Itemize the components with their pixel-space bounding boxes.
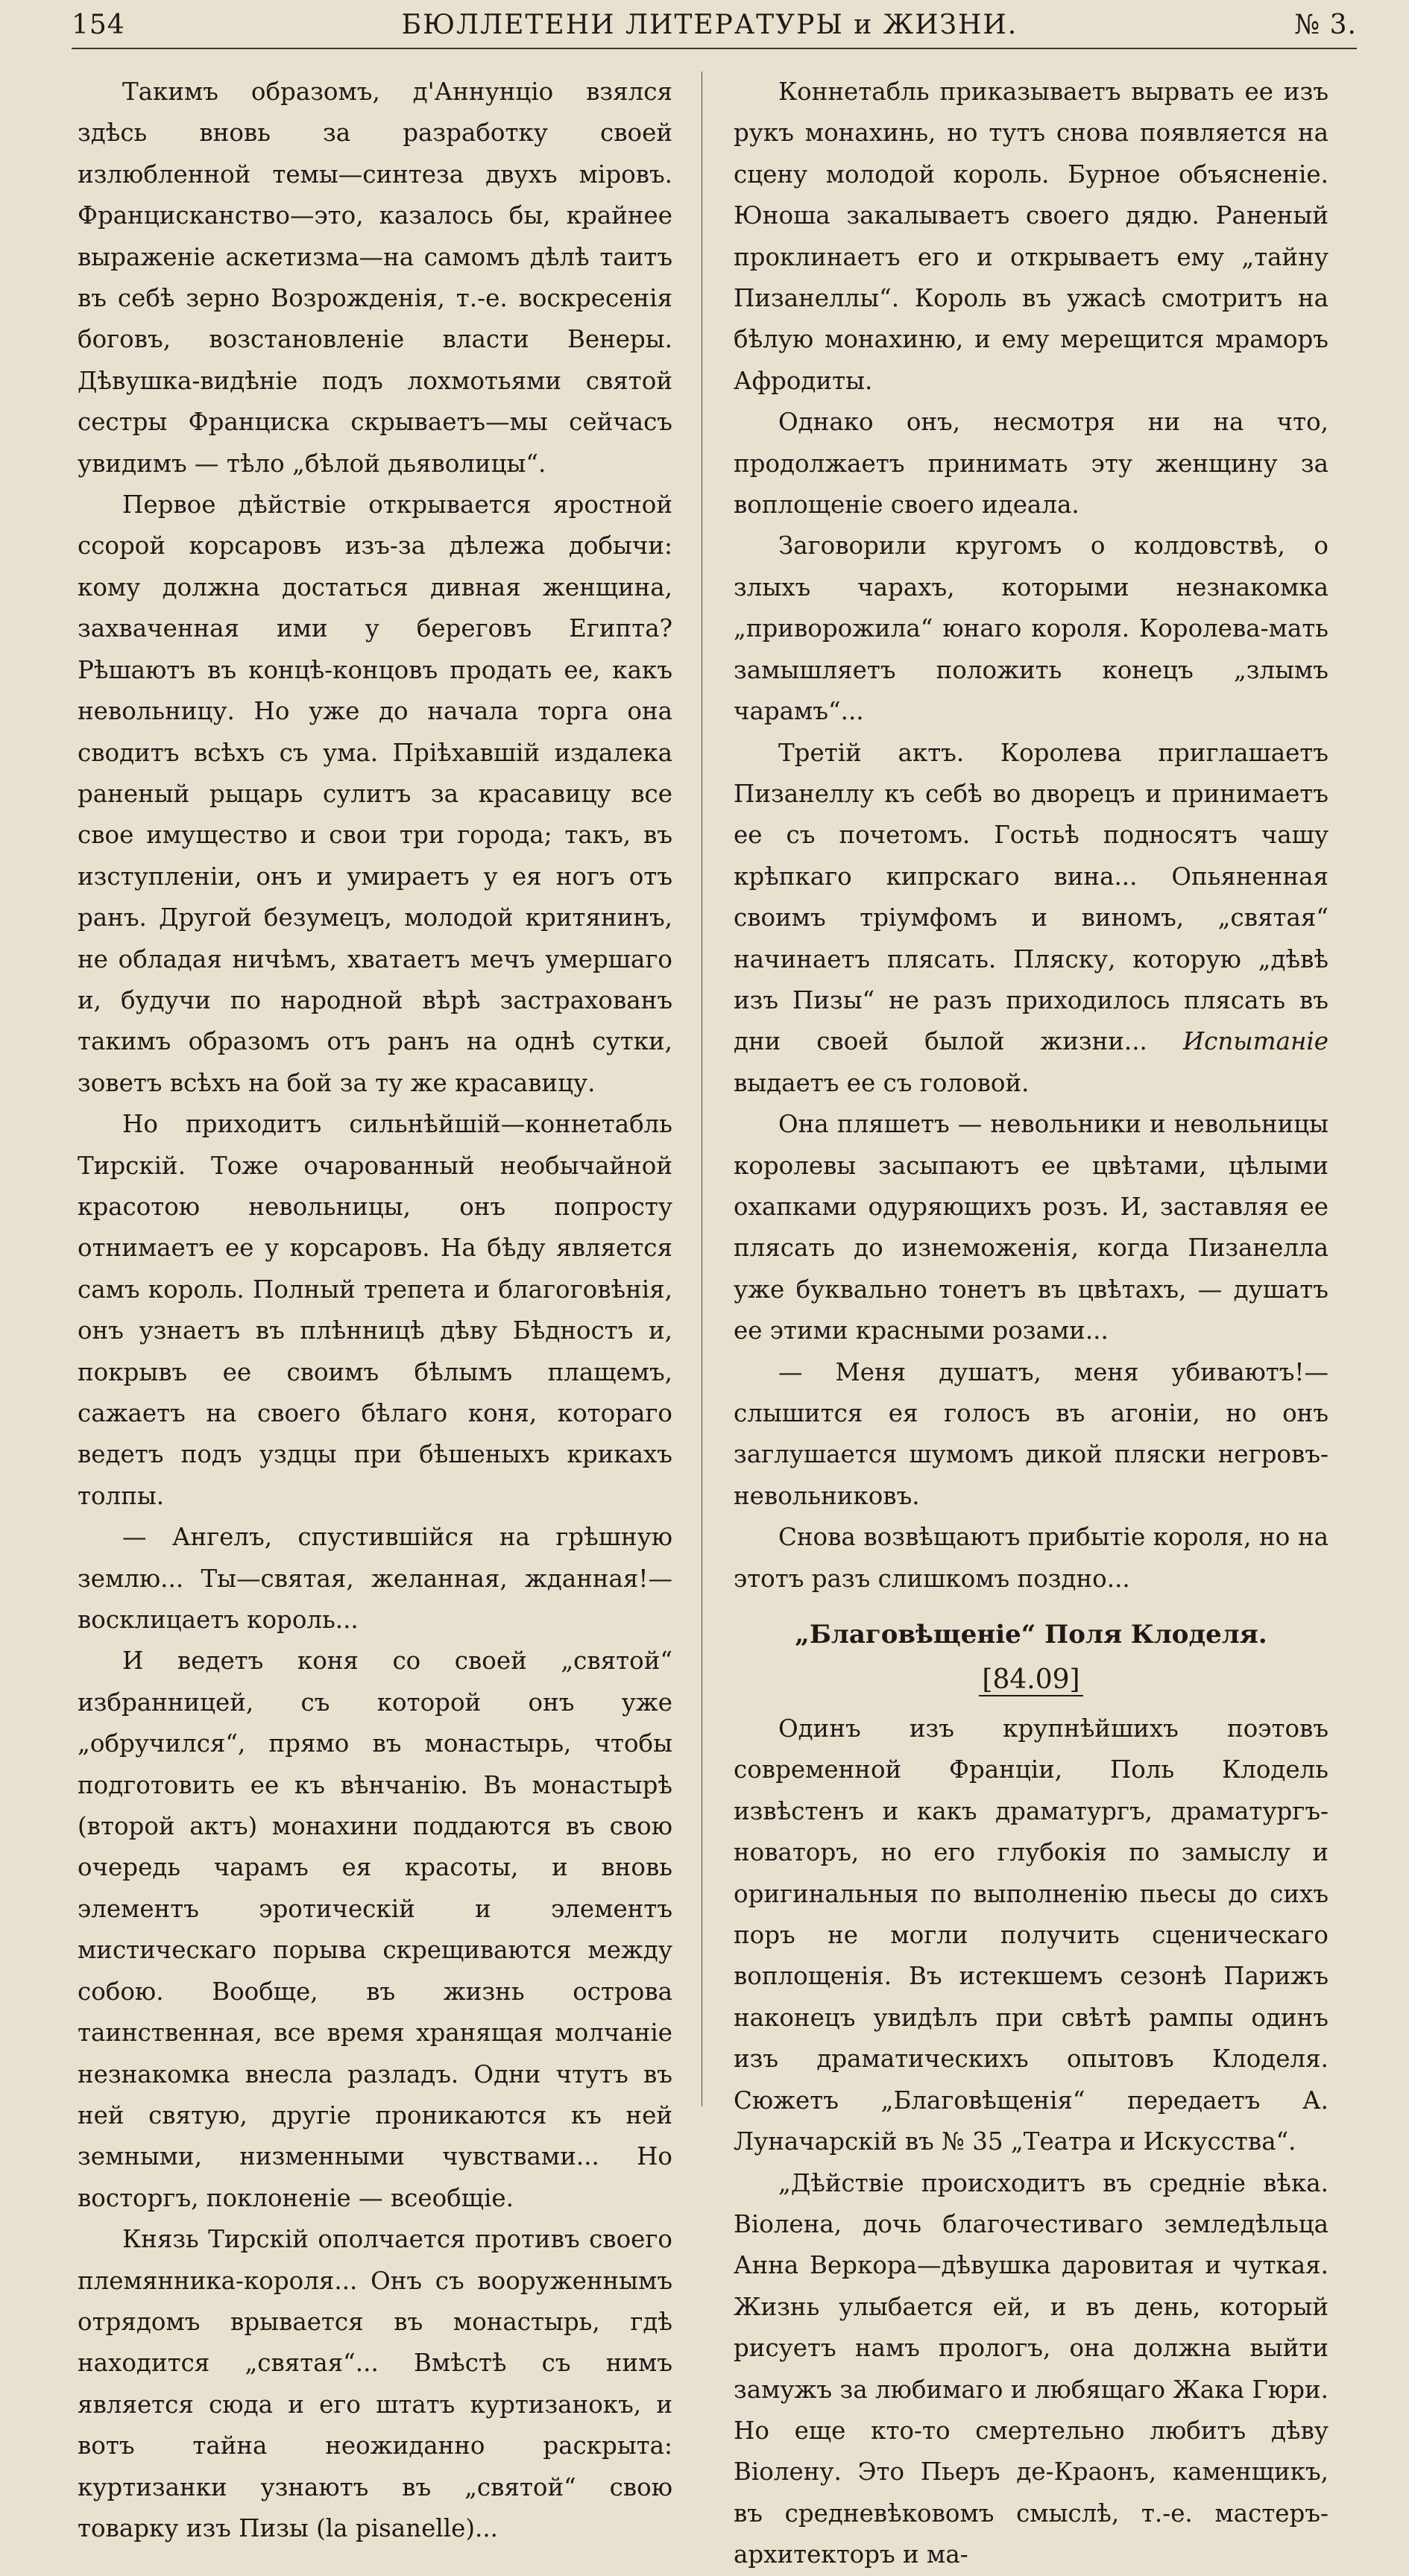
right-column [734,72,1328,2569]
issue-number: № 3. [1294,9,1357,40]
paragraph: Князь Тирскій ополчается противъ своего племянника-короля... Онъ съ вооруженнымъ отрядомъ врывается въ монастырь, гдѣ находится „святая“... Вмѣстѣ съ нимъ является сюда и его штатъ куртизанокъ, и вотъ тайна неожиданно раскрыта: куртизанки узнаютъ въ „святой“ свою товарку изъ Пизы (la pisanelle)... [78,2225,672,2542]
paragraph: Такимъ образомъ, д'Аннунціо взялся здѣсь вновь за разработку своей излюбленной темы—синтеза двухъ міровъ. Францисканство—это, казалось бы, крайнее выраженіе аскетизма—на самомъ дѣлѣ таитъ въ себѣ зерно Возрожденія, т.-е. воскресенія боговъ, возстановленіе власти Венеры. Дѣвушка-видѣніе подъ лохмотьями святой сестры Франциска скрываетъ—мы сейчасъ увидимъ — тѣло „бѣлой дьяволицы“. [78,78,672,478]
paragraph: Первое дѣйствіе открывается яростной ссорой корсаровъ изъ-за дѣлежа добычи: кому должна достаться дивная женщина, захваченная ими у береговъ Египта? Рѣшаютъ въ концѣ-концовъ продать ее, какъ невольницу. Но уже до начала торга она сводитъ всѣхъ съ ума. Пріѣхавшій издалека раненый рыцарь сулитъ за красавицу все свое имущество и свои три города; такъ, въ изступленіи, онъ и умираетъ у ея ногъ отъ ранъ. Другой безумецъ, молодой критянинъ, не обладая ничѣмъ, хватаетъ мечъ умершаго и, будучи по народной вѣрѣ застрахованъ такимъ образомъ отъ ранъ на однѣ сутки, зоветъ всѣхъ на бой за ту же красавицу. [78,490,672,1097]
paragraph: Она пляшетъ — невольники и невольницы королевы засыпаютъ ее цвѣтами, цѣлыми охапками одуряющихъ розъ. И, заставляя ее плясать до изнеможенія, когда Пизанелла уже буквально тонетъ въ цвѣтахъ, — душатъ ее этими красными розами... [734,1110,1328,1345]
paragraph: Снова возвѣщаютъ прибытіе короля, но на этотъ разъ слишкомъ поздно... [734,1523,1328,1593]
paragraph: И ведетъ коня со своей „святой“ избранницей, съ которой онъ уже „обручился“, прямо въ монастырь, чтобы подготовить ее къ вѣнчанію. Въ монастырѣ (второй актъ) монахини поддаются въ свою очередь чарамъ ея красоты, и вновь элементъ эротическій и элементъ мистическаго порыва скрещиваются между собою. Вообще, въ жизнь острова таинственная, все время хранящая молчаніе незнакомка внесла разладъ. Одни чтутъ въ ней святую, другіе проникаются къ ней земными, низменными чувствами... Но восторгъ, поклоненіе — всеобщіе. [78,1647,672,2212]
paragraph: Одинъ изъ крупнѣйшихъ поэтовъ современной Франціи, Поль Клодель извѣстенъ и какъ драматургъ, драматургъ-новаторъ, но его глубокія по замыслу и оригинальныя по выполненію пьесы до сихъ поръ не могли получить сценическаго воплощенія. Въ истекшемъ сезонѣ Парижъ наконецъ увидѣлъ при свѣтѣ рампы одинъ изъ драматическихъ опытовъ Клоделя. Сюжетъ „Благовѣщенія“ передаетъ А. Луначарскій въ № 35 „Театра и Искусства“. [734,1714,1328,2156]
paragraph: Но приходитъ сильнѣйшій—коннетабль Тирскій. Тоже очарованный необычайной красотою невольницы, онъ попросту отнимаетъ ее у корсаровъ. На бѣду является самъ король. Полный трепета и благоговѣнія, онъ узнаетъ въ плѣнницѣ дѣву Бѣдностъ и, покрывъ ее своимъ бѣлымъ плащемъ, сажаетъ на своего бѣлаго коня, котораго ведетъ подъ уздцы при бѣшеныхъ крикахъ толпы. [78,1110,672,1510]
header-rule [72,48,1357,49]
section-code [734,1656,1328,1704]
paragraph [734,733,1328,1105]
paragraph-text: Третій актъ. Королева приглашаетъ Пизанеллу къ себѣ во дворецъ и принимаетъ ее съ почетомъ. Гостьѣ подносятъ чашу крѣпкаго кипрскаго вина... Опьяненная своимъ тріумфомъ и виномъ, „святая“ начинаетъ плясать. Пляску, которую „дѣвѣ изъ Пизы“ не разъ приходилось плясать въ дни своей былой жизни... [734,738,1328,1056]
paragraph: „Дѣйствіе происходитъ въ средніе вѣка. Віолена, дочь благочестиваго земледѣльца Анна Веркора—дѣвушка даровитая и чуткая. Жизнь улыбается ей, и въ день, который рисуетъ намъ прологъ, она должна выйти замужъ за любимаго и любящаго Жака Гюри. Но еще кто-то смертельно любитъ дѣву Віолену. Это Пьеръ де-Краонъ, каменщикъ, въ средневѣковомъ смыслѣ, т.-е. мастеръ-архитекторъ и ма- [734,2168,1328,2569]
paragraph: Однако онъ, несмотря ни на что, продолжаетъ принимать эту женщину за воплощеніе своего идеала. [734,408,1328,520]
paragraph-text: выдаетъ ее съ головой. [734,1068,1030,1097]
paragraph: — Меня душатъ, меня убиваютъ!—слышится ея голосъ въ агоніи, но онъ заглушается шумомъ дикой пляски негровъ-невольниковъ. [734,1357,1328,1510]
page-number: 154 [72,9,125,40]
left-column [78,72,672,2542]
section-heading: „Благовѣщеніе“ Поля Клоделя. [795,1620,1267,1650]
paragraph: Заговорили кругомъ о колдовствѣ, о злыхъ чарахъ, которыми незнакомка „приворожила“ юнаго короля. Королева-мать замышляетъ положить конецъ „злымъ чарамъ“... [734,531,1328,726]
paragraph: Коннетабль приказываетъ вырвать ее изъ рукъ монахинь, но тутъ снова появляется на сцену молодой король. Бурное объясненіе. Юноша закалываетъ своего дядю. Раненый проклинаетъ его и открываетъ ему „тайну Пизанеллы“. Король въ ужасѣ смотритъ на бѣлую монахиню, и ему мерещится мраморъ Афродиты. [734,78,1328,395]
italic-word: Испытаніе [1182,1027,1328,1056]
section-code-text: [84.09] [979,1664,1082,1696]
journal-title: БЮЛЛЕТЕНИ ЛИТЕРАТУРЫ и ЖИЗНИ. [401,9,1018,40]
paragraph: — Ангелъ, спустившійся на грѣшную землю... Ты—святая, желанная, жданная!—восклицаетъ король... [78,1523,672,1635]
page-header [72,7,1357,42]
